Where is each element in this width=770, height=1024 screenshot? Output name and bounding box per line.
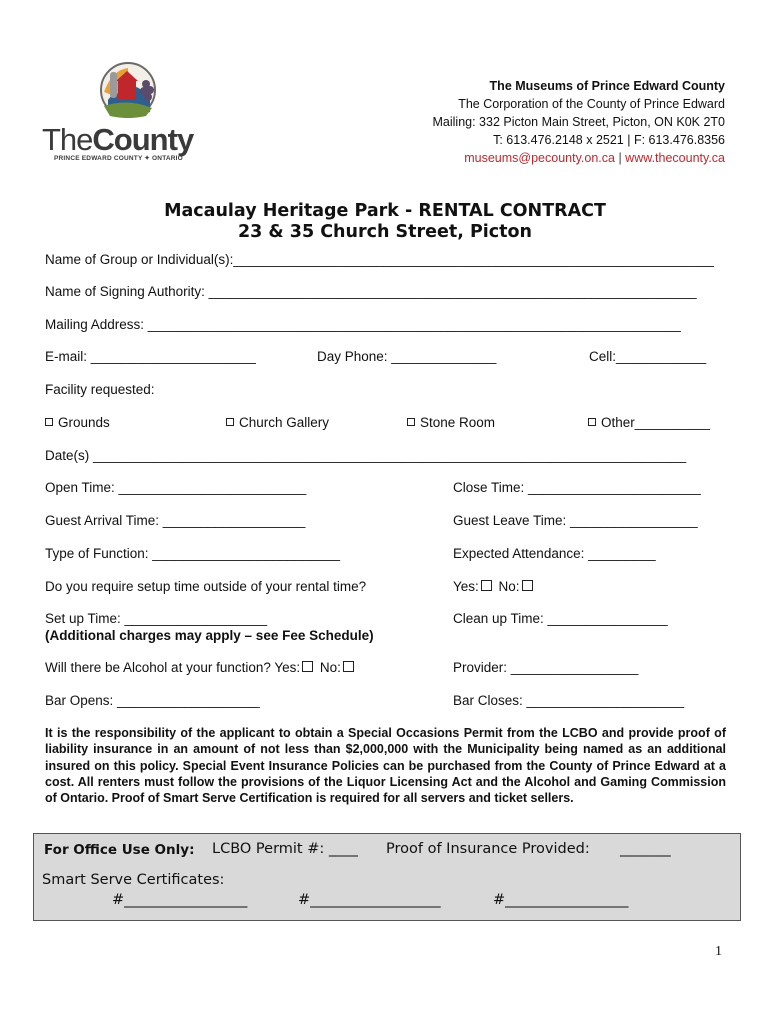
checkbox-icon[interactable] <box>407 418 415 426</box>
function-type-field[interactable]: Type of Function: _________________________ <box>45 546 341 561</box>
facility-option-other[interactable]: Other__________ <box>588 415 710 430</box>
website-link[interactable]: www.thecounty.ca <box>625 151 725 165</box>
yes-checkbox[interactable] <box>481 580 492 591</box>
signing-authority-field[interactable]: Name of Signing Authority: _________________________________________________________________ <box>45 284 697 299</box>
close-time-field[interactable]: Close Time: _______________________ <box>453 480 701 495</box>
header-phone: T: 613.476.2148 x 2521 | F: 613.476.8356 <box>493 133 725 147</box>
logo-wordmark: TheCounty <box>42 122 194 157</box>
provider-field[interactable]: Provider: _________________ <box>453 660 639 675</box>
header-links <box>464 151 725 165</box>
email-link[interactable]: museums@pecounty.on.ca <box>464 151 615 165</box>
guest-leave-field[interactable]: Guest Leave Time: _________________ <box>453 513 698 528</box>
alcohol-no-checkbox[interactable] <box>343 661 354 672</box>
certificate-field-3[interactable]: #_________________ <box>493 892 629 908</box>
logo-tagline: PRINCE EDWARD COUNTY ✦ ONTARIO <box>54 155 183 162</box>
setup-time-field[interactable]: Set up Time: ___________________ <box>45 611 268 626</box>
cell-field[interactable]: Cell:____________ <box>589 349 707 364</box>
open-time-field[interactable]: Open Time: _________________________ <box>45 480 307 495</box>
insurance-provided-label: Proof of Insurance Provided: <box>386 841 590 857</box>
facility-label: Facility requested: <box>45 382 155 397</box>
bar-closes-field[interactable]: Bar Closes: _____________________ <box>453 693 685 708</box>
smart-serve-label: Smart Serve Certificates: <box>42 872 225 888</box>
page-title: Macaulay Heritage Park - RENTAL CONTRACT <box>164 201 606 221</box>
facility-option-stone-room[interactable]: Stone Room <box>407 415 495 430</box>
email-field[interactable]: E-mail: ______________________ <box>45 349 256 364</box>
checkbox-icon[interactable] <box>45 418 53 426</box>
certificate-field-2[interactable]: #__________________ <box>298 892 441 908</box>
no-checkbox[interactable] <box>522 580 533 591</box>
responsibility-paragraph: It is the responsibility of the applicant to obtain a Special Occasions Permit from the LCBO and provide proof of liability insurance in an amount of not less than $2,000,000 with the Municipality being named as an additional insured on this policy. Special Event Insurance Policies can be purchased from the County of Prince Edward at a cost. All renters must follow the provisions of the Liquor Licensing Act and the Alcohol and Gaming Commission of Ontario. Proof of Smart Serve Certification is required for all servers and ticket sellers. <box>45 726 726 806</box>
group-name-field[interactable]: Name of Group or Individual(s):________________________________________________________________ <box>45 252 714 267</box>
lcbo-permit-field[interactable]: LCBO Permit #: ____ <box>212 841 358 857</box>
page-number: 1 <box>715 944 722 959</box>
guest-arrival-field[interactable]: Guest Arrival Time: ___________________ <box>45 513 306 528</box>
header-org: The Museums of Prince Edward County <box>489 79 725 93</box>
office-use-label: For Office Use Only: <box>44 842 195 858</box>
facility-option-grounds[interactable]: Grounds <box>45 415 110 430</box>
mailing-address-field[interactable]: Mailing Address: _______________________________________________________________________ <box>45 317 681 332</box>
certificate-field-1[interactable]: #_________________ <box>112 892 248 908</box>
attendance-field[interactable]: Expected Attendance: _________ <box>453 546 656 561</box>
insurance-provided-field[interactable]: _______ <box>620 841 671 857</box>
page-subtitle: 23 & 35 Church Street, Picton <box>237 222 533 242</box>
checkbox-icon[interactable] <box>226 418 234 426</box>
bar-opens-field[interactable]: Bar Opens: ___________________ <box>45 693 260 708</box>
header-corporation: The Corporation of the County of Prince Edward <box>458 97 725 111</box>
setup-question: Do you require setup time outside of your rental time? <box>45 579 367 594</box>
facility-option-church-gallery[interactable]: Church Gallery <box>226 415 329 430</box>
checkbox-icon[interactable] <box>588 418 596 426</box>
setup-yes-no[interactable]: Yes: No: <box>453 579 536 594</box>
dates-field[interactable]: Date(s) _______________________________________________________________________________ <box>45 448 687 463</box>
cleanup-time-field[interactable]: Clean up Time: ________________ <box>453 611 668 626</box>
alcohol-question[interactable]: Will there be Alcohol at your function? Yes: No: <box>45 660 357 675</box>
link-separator: | <box>618 151 622 165</box>
header-mailing: Mailing: 332 Picton Main Street, Picton, ON K0K 2T0 <box>432 115 725 129</box>
alcohol-yes-checkbox[interactable] <box>302 661 313 672</box>
setup-note: (Additional charges may apply – see Fee Schedule) <box>45 628 374 643</box>
day-phone-field[interactable]: Day Phone: ______________ <box>317 349 497 364</box>
office-use-box <box>33 833 741 921</box>
